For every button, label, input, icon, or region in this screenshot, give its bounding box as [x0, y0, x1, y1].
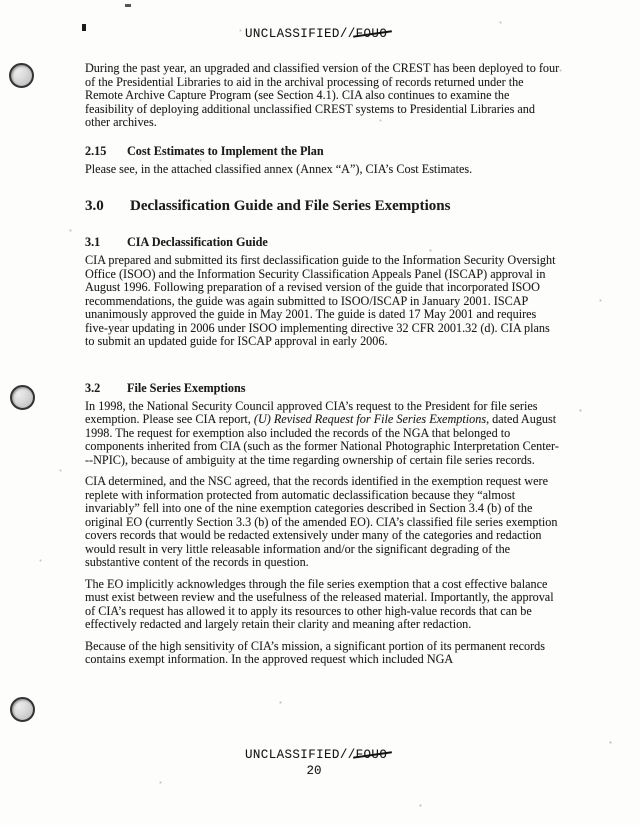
paragraph-text: , dated August 1998. The request for exemption also included the records of the NGA that belonged to components inherited from CIA (such as the former National Photographic Interpretation Center---NPIC), because of ambiguity at the time regarding ownership of certain file series records.	[85, 412, 559, 467]
paragraph-declassification-guide: CIA prepared and submitted its first declassification guide to the Information Security Oversight Office (ISOO) and the Information Security Classification Appeals Panel (ISCAP) approval in August 1996. Following preparation of a revised version of the guide that incorporated ISOO recommendations, the guide was again submitted to ISOO/ISCAP in January 2001. ISCAP unanimously approved the guide in May 2001. The guide is dated 17 May 2001 and requires five-year updating in 2006 under ISOO implementing directive 32 CFR 2001.32 (d). CIA plans to submit an updated guide for ISCAP approval in early 2006.	[85, 253, 556, 348]
scan-speckles	[0, 0, 1, 1]
section-heading-2-15	[85, 144, 561, 158]
paragraph-high-sensitivity: Because of the high sensitivity of CIA’s mission, a significant portion of its permanent records contains exempt information. In the approved request which included NGA	[85, 638, 545, 666]
hole-punch-icon	[9, 63, 34, 88]
section-heading-3-0	[85, 198, 561, 215]
page-number: 20	[306, 764, 322, 778]
report-title-italic: (U) Revised Request for File Series Exemptions	[253, 412, 487, 426]
classification-struck-marking	[356, 27, 388, 41]
classification-struck-marking	[356, 748, 388, 762]
scan-artifact-mark	[125, 4, 131, 7]
hole-punch-icon	[10, 385, 35, 410]
section-title: Declassification Guide and File Series Exemptions	[130, 198, 451, 214]
section-heading-3-1	[85, 235, 561, 249]
paragraph-eo-balance: The EO implicitly acknowledges through the file series exemption that a cost effective balance must exist between review and the usefulness of the released material. Importantly, the approval of CIA’s request has allowed it to apply its resources to other high-value records that can be effectively redacted and largely retain their clarity and meaning after redaction.	[85, 576, 554, 631]
hole-punch-icon	[10, 697, 35, 722]
section-number: 2.15	[85, 143, 107, 158]
section-number: 3.0	[85, 198, 104, 214]
section-number: 3.2	[85, 380, 101, 395]
classification-prefix: UNCLASSIFIED//	[245, 748, 356, 762]
classification-struck-text: FOUO	[355, 748, 388, 762]
paragraph-text: In 1998, the National Security Council approved CIA’s request to the President for file series exemption. Please see CIA report,	[85, 398, 538, 426]
footer-classification-banner	[245, 748, 387, 762]
document-body	[85, 62, 561, 675]
classification-struck-text: FOUO	[355, 27, 388, 41]
section-title: CIA Declassification Guide	[127, 235, 268, 249]
section-title: Cost Estimates to Implement the Plan	[127, 143, 324, 158]
section-title: File Series Exemptions	[127, 380, 246, 395]
header-classification-banner	[245, 27, 387, 41]
section-heading-3-2	[85, 381, 561, 395]
paragraph-crest-deployment: During the past year, an upgraded and classified version of the CREST has been deployed to four of the Presidential Libraries to aid in the archival processing of records returned under the Remote Archive Capture Program (see Section 4.1). CIA also continues to examine the feasibility of deploying additional unclassified CREST systems to Presidential Libraries and other archives.	[85, 61, 560, 129]
paragraph-exemption-categories: CIA determined, and the NSC agreed, that the records identified in the exemption request were replete with information protected from automatic declassification because they “almost invariably” fell into one of the nine exemption categories described in Section 3.4 (b) of the original EO (currently Section 3.3 (b) of the amended EO). CIA’s classified file series exemption covers records that would be redacted extensively under many of the categories and redaction would result in very little releasable information and/or the significant degrading of the substantive content of the records in question.	[85, 474, 558, 569]
paragraph-cost-estimates: Please see, in the attached classified annex (Annex “A”), CIA’s Cost Estimates.	[85, 161, 473, 176]
classification-prefix: UNCLASSIFIED//	[245, 27, 356, 41]
section-number: 3.1	[85, 235, 101, 249]
scan-artifact-mark	[82, 24, 86, 31]
paragraph-file-series-request	[85, 400, 561, 468]
